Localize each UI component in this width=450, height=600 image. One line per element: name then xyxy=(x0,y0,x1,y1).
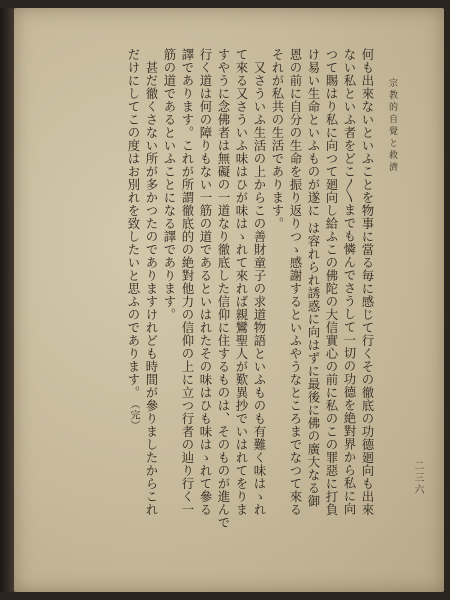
text-line: 行く道は何の障りもない一筋の道であるといはれたその味はひも味はゝれて參る xyxy=(198,48,213,516)
text-line: つて賜はり私に向つて廻向し給ふこの佛陀の大信實心の前に私のこの罪惡に打負 xyxy=(324,48,339,516)
text-line: 何も出來ないといふことを物事に當る毎に感じて行くその徹底の功德廻向も出來 xyxy=(360,48,375,516)
end-mark: （完） xyxy=(128,399,139,431)
text-line: て來る又さういふ味はひが味はゝれて來れば親鸞聖人が歎異抄でいはれてをりま xyxy=(234,48,249,516)
running-head: 宗教的自覺と救濟 xyxy=(387,78,397,174)
text-line: それが私共の生活であります。 xyxy=(270,48,285,230)
text-line xyxy=(124,48,142,583)
text-line: すやうに念佛者は無礙の一道なり徹底した信仰に住するものは、そのものが進んで xyxy=(216,48,231,529)
book-page xyxy=(14,8,444,592)
page-number: 二三六 xyxy=(412,460,423,496)
text-line: 譯であります。これが所謂徹底的の絶對他力の信仰の上に立つ行者の辿り行く一 xyxy=(180,48,195,516)
closing-sentence: だけにしてこの度はお別れを致したいと思ふのであります。 xyxy=(126,48,141,399)
text-line: ない私といふ者をどこ〳〵までも憐んでさうして一切の功德を絶對界から私に向 xyxy=(342,48,357,516)
text-line: 又さういふ生活の上からこの善財童子の求道物語といふものも有難く味はゝれ xyxy=(252,48,267,516)
text-line: 恩の前に自分の生命を振り返りつゝ感謝するといふやうなところまでなつて來る xyxy=(288,48,303,516)
text-line: け易い生命といふものが遂に は容れられ誘惑に向はずに最後に佛の廣大なる御 xyxy=(306,48,321,508)
body-text xyxy=(114,48,376,583)
text-line: 甚だ徹くさない所が多かつたのでありますけれども時間が參りましたからこれ xyxy=(144,48,159,516)
text-line: 筋の道であるといふことになる譯であります。 xyxy=(162,48,177,321)
